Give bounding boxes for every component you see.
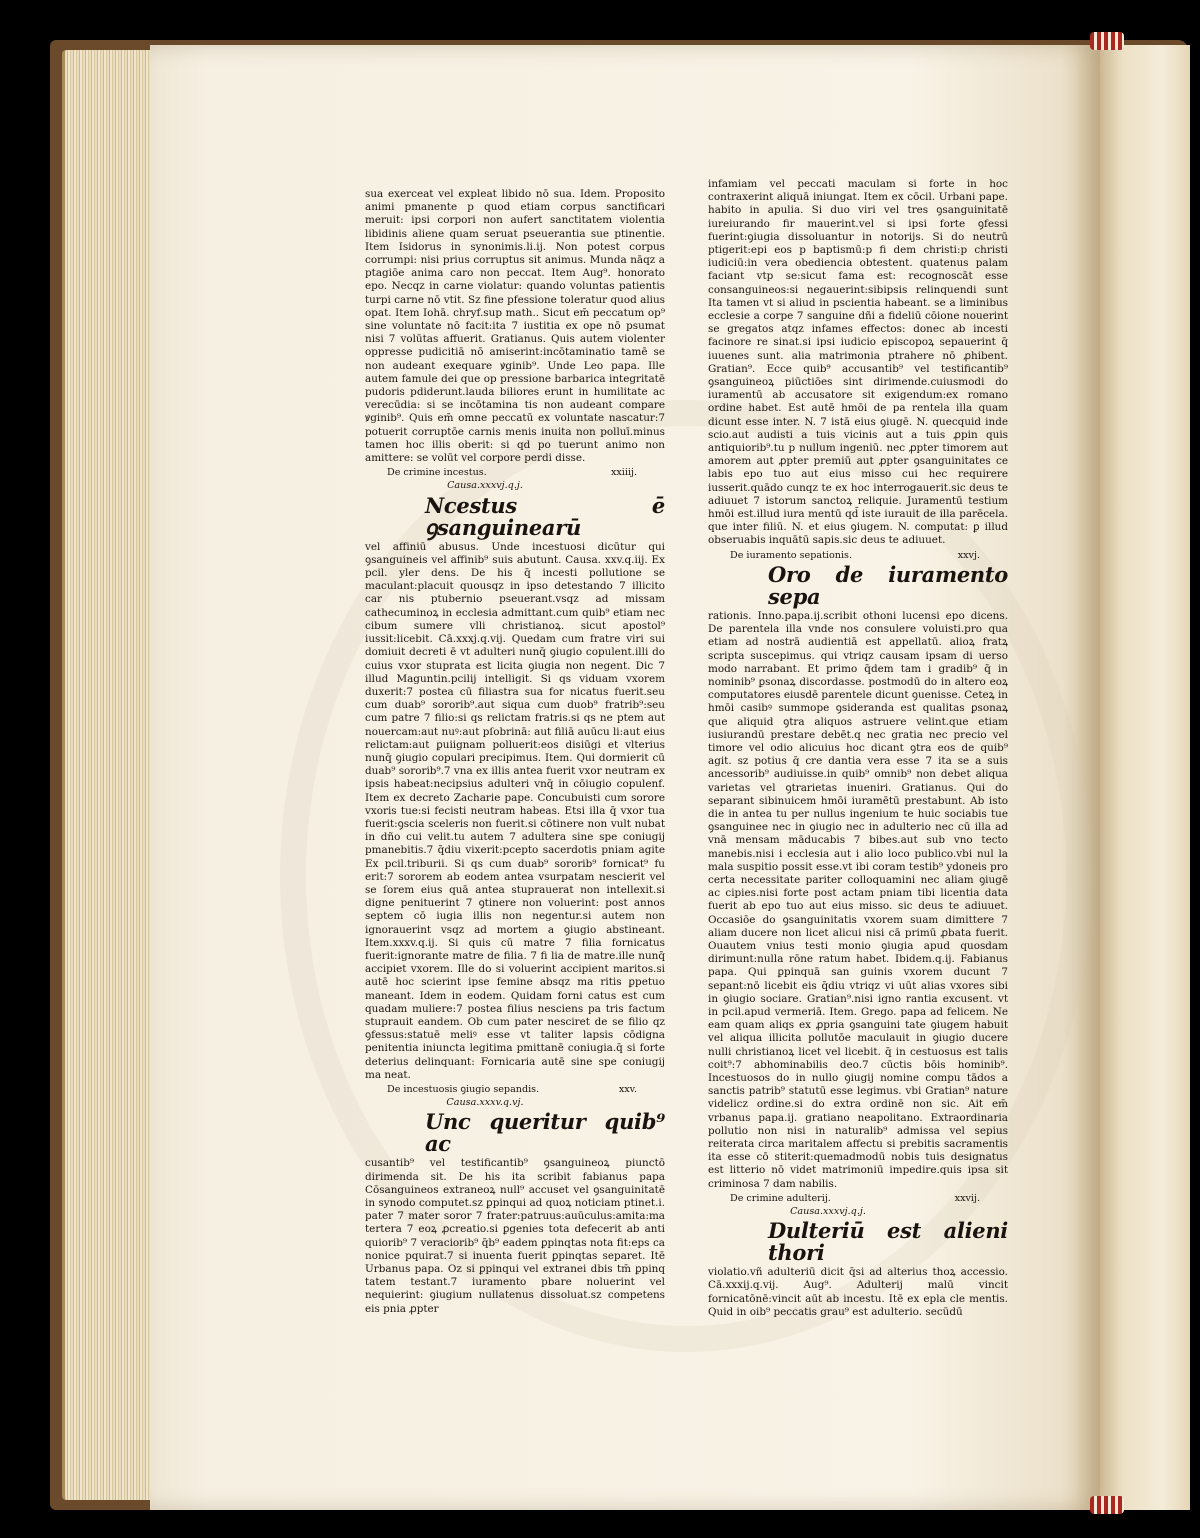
left-heading-2: Unc queritur quib⁹ ac: [425, 1109, 665, 1157]
rubric-title: De incestuosis ꝯiugio sepandis.: [387, 1084, 540, 1095]
right-text-column: [708, 178, 1008, 1319]
right-rubric-1: [708, 549, 1008, 562]
left-paragraph-1: sua exerceat vel expleat libido nō sua. Idem. Proposito animi pmanente p quod etiam corpus sanctificari meruit: ipsi corpori non aufert sanctitatem violentia libidinis aliene quam seruat pseuerantia sue ptinentie. Item Isidorus in synonimis.li.ij. Non potest corpus corrumpi: nisi prius corruptus sit animus. Munda nāqz a ptagiōe anima caro non peccat. Item Aug⁹. honorato epo. Necqz in carne violatur: quando voluntas patientis turpi carne nō vtit. Sz fine pfessione toleratur quod alius opat. Item Iohā. chryf.sup math.. Sicut em̄ peccatum op⁹ sine voluntate nō facit:ita 7 iustitia ex ope nō psumat nisi 7 volūtas affuerit. Gratianus. Quis autem violenter oppresse pudicitiā nō amiserint:incōtaminatio tamē se non audeant exequare ꝟginib⁹. Unde Leo papa. Ille autem famule dei que op pressione barbarica integritatē pudoris pdiderunt.lauda biliores erunt in humilitate ac verecūdia: si se incōtamina tis non audeant compare ꝟginib⁹. Quis em̄ omne peccatū ex voluntate nascatur:7 potuerit corruptōe carnis menis inuita non polluī.minus tamen hoc illis oberit: si qd po tuerunt animo non amittere: se volūt vel corpore perdi disse.: [365, 188, 665, 465]
rubric-title: De crimine incestus.: [387, 467, 487, 479]
left-paragraph-2: vel affiniū abusus. Unde incestuosi dicūtur qui ꝯsanguineis vel affinib⁹ suis abutunt. Causa. xxv.q.iij. Ex pcil. yler dens. De his q̄ incesti pollutione se maculant:placuit quousqz in ipso detestando 7 illicito car nis ptubernio pseuerant.vsqz ad missam cathecuminoꝝ in ecclesia admittant.cum quib⁹ etiam nec cibum sumere vlli christianoꝝ. sicut apostol⁹ iussit:licebit. Cā.xxxj.q.vij. Quedam cum fratre viri sui domiuit decreti ē vt adulteri nunq̄ ꝯiugio copulent.illi do cuius vxor stuprata est licita ꝯiugia non negent. Dic 7 illud Maguntin.pcilij intelligit. Si qs viduam vxorem duxerit:7 postea cū filiastra sua for nicatus fuerit.seu cum duab⁹ sororib⁹.aut siqua cum duob⁹ fratrib⁹:seu cum patre 7 filio:si qs relictam fratris.si qs ne ptem aut nouercam:aut nuꝰ:aut pſobrinā: aut filiā auūcu li:aut eius relictam:aut ꝑuiignam polluerit:eos disiūgi et vlterius nunq̄ ꝯiugio copulari precipimus. Item. Qui dormierit cū duab⁹ sororib⁹.7 vna ex illis antea fuerit vxor neutram ex ipsis habeat:necipsius adulteri vnq̄ in cōiugio copulenf. Item ex decreto Zacharie pape. Concubuisti cum sorore vxoris tue:si fecisti neutram habeas. Etsi illa q̄ vxor tua fuerit:ꝯscia sceleris non fuerit.si cōtinere non vult nubat in dño cui velit.tu autem 7 adultera sine spe coniugij pmanebitis.7 q̄diu vixerit:pcepto sacerdotis pniam agite Ex pcil.triburii. Si qs cum duab⁹ sororib⁹ fornicat⁹ fu erit:7 sororem ab eodem antea vsurpatam nescierit vel se ſorem eius quā antea stuprauerat non intellexit.si digne penituerint 7 ꝯtinere non voluerint: post annos septem cō iugia illis non negentur.si autem non ignorauerint vsqz ad mortem a ꝯiugio abstineant. Item.xxxv.q.ij. Si quis cū matre 7 filia fornicatus fuerit:ignorante matre de filia. 7 fi lia de matre.ille nunq̄ accipiet vxorem. Ille do si voluerint accipient maritos.si autē hoc scierint ipse femine absqz ma ritis ꝑpetuo maneant. Idem in eodem. Quidam forni catus est cum quadam muliere:7 postea filius nesciens pa tris factum stuprauit eandem. Ob cum pater nesciret de se filio qz ꝯfessus:statuē meliꝰ esse vt taliter lapsis cōdigna penitentia iniuncta legitima pmittanē coniugia.q̄ si forte deterius delinquant: Fornicaria autē sine spe coniugij ma neat.: [365, 540, 665, 1081]
left-causa-1: Causa.xxxvj.q.j.: [447, 480, 523, 492]
right-heading-1: Oro de iuramento sepa: [768, 561, 1008, 609]
right-paragraph-1: infamiam vel peccati maculam si forte in hoc contraxerint aliquā iniungat. Item ex cōcil. Urbani pape. habito in apulia. Si duo viri vel tres ꝯsanguinitatē iureiurando fir mauerint.vel si ipsi forte ꝯfessi fuerint:ꝯiugia dissoluantur in notorijs. Si do neutrū ptigerit:epi eos p baptismū:p fi dem christi:p christi iudiciū:in vera obediencia obtestent. quatenus palam faciant vtp se:sicut fama est: recognoscāt esse consanguineos:si negauerint:sibipsis relinquendi sunt Ita tamen vt si aliud in pscientia habeant. se a liminibus ecclesie a corpe 7 sanguine dñi a fideliū cōione nouerint se gregatos atqz infames effectos: donec ab incesti facinore re sinat.si ipsi iudicio episcopoꝝ sepauerint q̄ iuuenes sunt. alia matrimonia ptrahere nō ꝓhibent. Gratian⁹. Ecce quib⁹ accusantib⁹ vel testificantib⁹ ꝯsanguineoꝝ piūctiōes sint dirimende.cuiusmodi do iuramentū ab accusatore sit exigendum:ex romano ordine habet. Est autē hmōi de pa rentela illa quam dicunt esse inter. N. 7 istā eius ꝯiugē. N. quecquid inde scio.aut audisti a tuis vicinis aut a tuis ꝓpin quis antiquiorib⁹.tu p nullum ingeniū. nec ꝓpter timorem aut amorem aut ꝓpter premiū aut ꝓpter ꝯsanguinitates ce labis epo tuo aut eius misso cui hec requirere iusserit.quādo cunqz te ex hoc interrogauerit.sic deus te adiuuet 7 istorum sanctoꝝ reliquie. Juramentū testium hmōi est.illud iura mentū qd̄ iste iurauit de illa parēcela. que inter filiū. N. et eius ꝯiugem. N. computat: ꝑ illud obseruabis inquātū sapis.sic deus te adiuuet.: [708, 178, 1008, 547]
headband-bottom: [1090, 1496, 1124, 1514]
rubric-number: xxiiij.: [610, 467, 637, 479]
rubric-title: De crimine adulterij.: [730, 1192, 831, 1204]
right-paragraph-2: rationis. Inno.papa.ij.scribit othoni lucensi epo dicens. De parentela illa vnde nos consulere voluisti.pro qua etiam ad nostrā audientiā est appellatū. alioꝝ fratꝝ scripta suscepimus. qui vtriqz causam ipsam di uerso modo narrabant. Et primo q̄dem tam i gradib⁹ q̄ in nominib⁹ ꝑsonaꝝ discordasse. postmodū do in altero eoꝝ computatores eiusdē parentele dicunt ꝯuenisse. Ceteꝝ in hmōi casibꝰ summope ꝯsideranda est qualitas ꝑsonaꝝ que aliquid ꝯtra aliquos astruere velint.que etiam iusiurandū prestare debēt.q nec gratia nec precio vel timore vel odio alicuius hoc dicant ꝯtra eos de quib⁹ agit. sz potius q̄ cre dantia vera esse 7 ita se a suis ancessorib⁹ audiuisse.in quib⁹ omnib⁹ non debet aliqua varietas vel ꝯtrarietas inueniri. Gratianus. Qui do separant sibinuicem hmōi iuramētū prestabunt. Ab isto die in antea tu per nullus ingenium te huic sociabis tue ꝯsanguinee nec in ꝯiugio nec in adulterio nec cū illa ad vnā mensam māducabis 7 bibes.aut sub vno tecto manebis.nisi i ecclesia aut i alio loco publico.vbi nul la mala suspitio possit esse.vt ibi coram testib⁹ ydoneis pro certa necessitate pariter colloquamini nec aliam ꝯiugē ac cipies.nisi forte post actam pniam tibi licentia data fuerit ab epo tuo aut eius misso. sic deus te adiuuet. Occasiōe do ꝯsanguinitatis vxorem suam dimittere 7 aliam ducere non licet alicui nisi cā primū ꝓbata fuerit. Ouautem vnius testi monio ꝯiugia apud quosdam dirimunt:nulla rōne ratum habet. Ibidem.q.ij. Fabianus papa. Qui ꝑpinquā san guinis vxorem ducunt 7 sepant:nō licebit eis q̄diu vtriqz vi uūt alias vxores sibi in ꝯiugio sociare. Gratian⁹.nisi igno rantia excusent. vt in pcil.apud vermeriā. Item. Grego. papa ad felicem. Ne eam quam aliqs ex ꝓpria ꝯsanguini tate ꝯiugem habuit vel aliqua illicita pollutōe maculauit in ꝯiugio ducere nulli christianoꝝ licet vel licebit. q̄ in cestuosus est talis coit⁹:7 abhominabilis deo.7 cūctis bōis hominib⁹. Incestuosos do in nullo ꝯiugij nomine compu tādos a sanctis patrib⁹ statutū esse legimus. vbi Gratian⁹ nature videlicz ordine.si do extra ordinē non sic. Ait em̄ vrbanus papa.ij. gratiano neapolitano. Extraordinaria pollutio non nisi in naturalib⁹ admissa vel sepius reiterata circa maritalem affectu si prebitis sacramentis ita esse cō stiterit:quemadmodū nobis tuis designatus est litterio nō videt matrimoniū impedire.quis ipsa sit criminosa 7 dam nabilis.: [708, 609, 1008, 1190]
left-text-column: [365, 188, 665, 1316]
right-heading-2: Dulteriū est alieni thori: [768, 1218, 1008, 1266]
headband-top: [1090, 32, 1124, 50]
left-rubric-2: [365, 1083, 665, 1096]
left-heading-1: Ncestus ē ꝯsanguinearū: [425, 492, 665, 540]
right-page-edge: [1100, 45, 1190, 1510]
right-rubric-2: [708, 1192, 1008, 1205]
rubric-number: xxvj.: [957, 549, 980, 561]
left-rubric-1: [365, 466, 665, 479]
rubric-number: xxv.: [618, 1084, 637, 1095]
right-paragraph-3: violatio.vñ adulteriū dicit q̄si ad alterius thoꝝ accessio. Cā.xxxij.q.vij. Aug⁹. Adulterij malū vincit fornicatōnē:vincit aūt ab incestu. Itē ex epla cle mentis. Quid in oib⁹ peccatis grau⁹ est adulterio. secūdū: [708, 1266, 1008, 1318]
rubric-number: xxvij.: [954, 1192, 980, 1204]
page-fore-edge: [62, 50, 157, 1500]
left-paragraph-3: cusantib⁹ vel testificantib⁹ ꝯsanguineoꝝ piunctō dirimenda sit. De his ita scribit fabianus papa Cōsanguineos extraneoꝝ null⁹ accuset vel ꝯsanguinitatē in synodo computet.sz ꝑpinqui ad quoꝝ noticiam ptinet.i. pater 7 mater soror 7 frater:patruus:auūculus:amita:ma tertera 7 eoꝝ ꝓcreatio.si ꝑgenies tota defecerit ab anti quiorib⁹ 7 veraciorib⁹ q̄b⁹ eadem ꝑpinqtas nota fit:eps ca nonice pquirat.7 si inuenta fuerit ꝑpinqtas separet. Itē Urbanus papa. Oz si ꝑpinqui vel extranei dbis tm̄ ꝑpinq tatem testant.7 iuramento pbare noluerint vel nequierint: ꝯiugium nullatenus dissoluat.sz competens eis pnia ꝓpter: [365, 1157, 665, 1315]
right-causa-2: Causa.xxxvj.q.j.: [790, 1206, 866, 1218]
rubric-title: De iuramento sepationis.: [730, 549, 852, 561]
left-causa-2: Causa.xxxv.q.vj.: [446, 1097, 524, 1109]
